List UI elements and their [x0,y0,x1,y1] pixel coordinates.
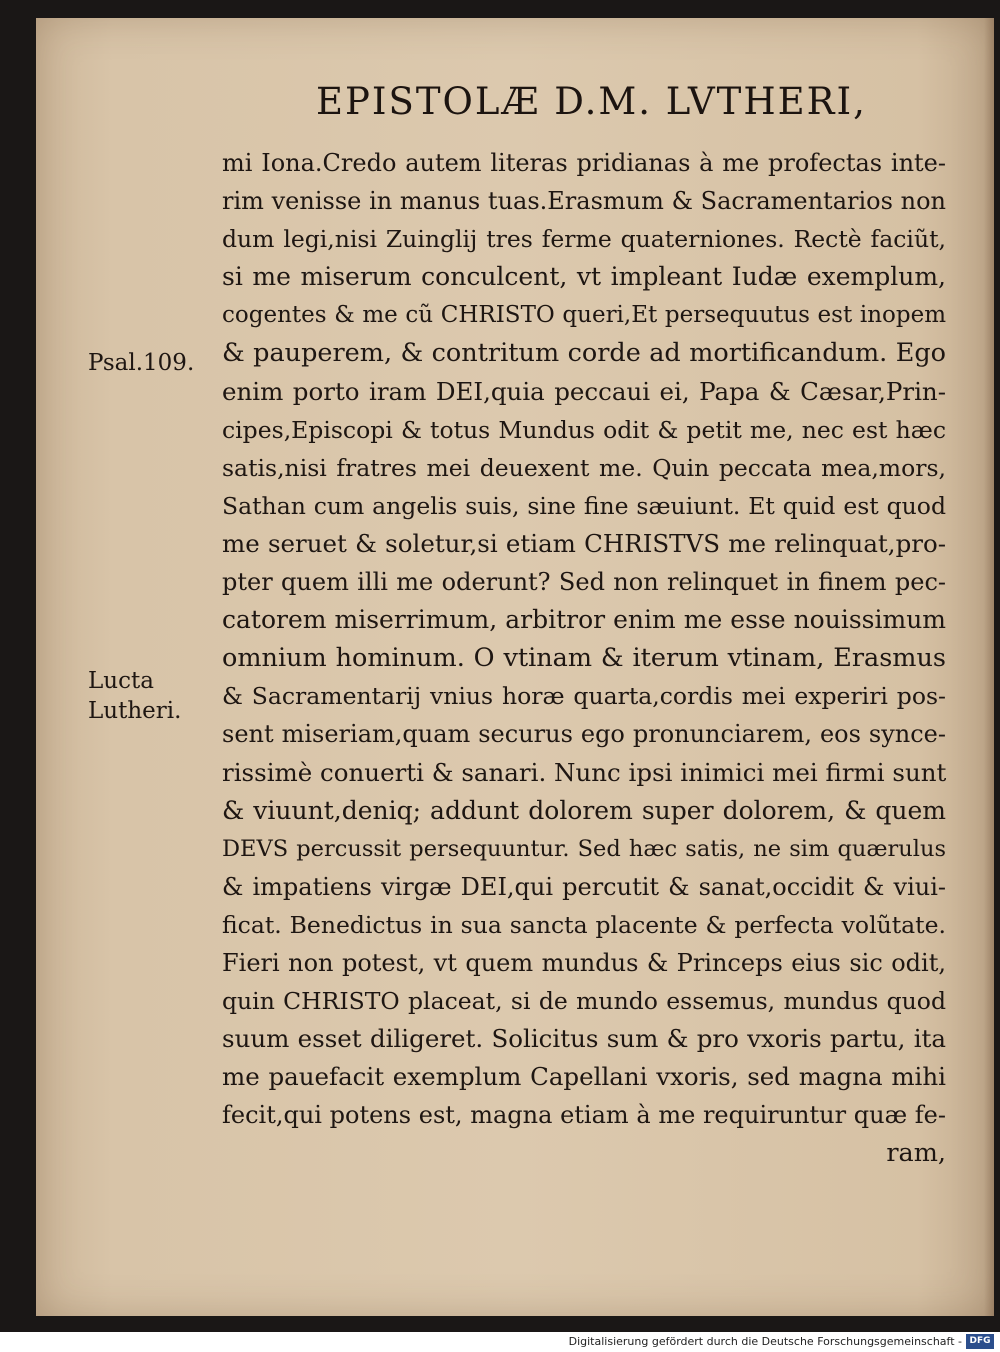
text-line: catorem miserrimum, arbitror enim me esse nouissimum [222,605,946,635]
marginal-note-psalm: Psal.109. [88,350,195,376]
text-line: & pauperem, & contritum corde ad mortificandum. Ego [222,338,946,369]
body-text [222,144,946,1173]
text-line: & viuunt,deniq; addunt dolorem super dolorem, & quem [222,795,946,825]
text-line: & impatiens virgæ DEI,qui percutit & sanat,occidit & viui- [222,872,946,901]
text-line: Fieri non potest, vt quem mundus & Princeps eius sic odit, [222,948,946,977]
funding-notice: Digitalisierung gefördert durch die Deutsche Forschungsgemeinschaft - [568,1335,962,1348]
text-line: quin CHRISTO placeat, si de mundo essemus, mundus quod [222,987,946,1016]
text-line: sent miseriam,quam securus ego pronunciarem, eos synce- [222,720,946,749]
text-line: me seruet & soletur,si etiam CHRISTVS me relinquat,pro- [222,528,946,558]
text-line: rissimè conuerti & sanari. Nunc ipsi inimici mei firmi sunt [222,757,946,787]
text-line: me pauefacit exemplum Capellani vxoris, sed magna mihi [222,1062,946,1092]
text-line-catchword: ram, [886,1138,946,1169]
book-page [36,18,994,1316]
text-line: omnium hominum. O vtinam & iterum vtinam, Erasmus [222,643,946,674]
marginal-note-lucta: Lucta Lutheri. [88,668,182,724]
text-line: fecit,qui potens est, magna etiam à me requiruntur quæ fe- [222,1101,946,1130]
text-line: mi Iona.Credo autem literas pridianas à me profectas inte- [222,149,946,177]
text-line: satis,nisi fratres mei deuexent me. Quin peccata mea,mors, [222,453,946,482]
text-line: dum legi,nisi Zuinglij tres ferme quaterniones. Rectè faciũt, [222,225,946,254]
text-line: DEVS percussit persequuntur. Sed hæc satis, ne sim quærulus [222,835,946,862]
text-line: suum esset diligeret. Solicitus sum & pro vxoris partu, ita [222,1024,946,1054]
text-line: pter quem illi me oderunt? Sed non relinquet in finem pec- [222,568,946,597]
page-edge-shadow [984,18,994,1316]
dfg-logo: DFG [966,1334,994,1349]
running-head: EPISTOLÆ D.M. LVTHERI, [316,80,867,123]
text-line: cogentes & me cũ CHRISTO queri,Et persequutus est inopem [222,302,946,329]
text-line: enim porto iram DEI,quia peccaui ei, Papa & Cæsar,Prin- [222,376,946,406]
text-line: rim venisse in manus tuas.Erasmum & Sacramentarios non [222,187,946,216]
text-line: ficat. Benedictus in sua sancta placente & perfecta volũtate. [222,910,946,939]
footer-bar [0,1332,1000,1352]
text-line: si me miserum conculcent, vt impleant Iudæ exemplum, [222,262,946,292]
text-line: Sathan cum angelis suis, sine fine sæuiunt. Et quid est quod [222,491,946,520]
text-line: & Sacramentarij vnius horæ quarta,cordis mei experiri pos- [222,682,946,711]
text-line: cipes,Episcopi & totus Mundus odit & petit me, nec est hæc [222,415,946,444]
